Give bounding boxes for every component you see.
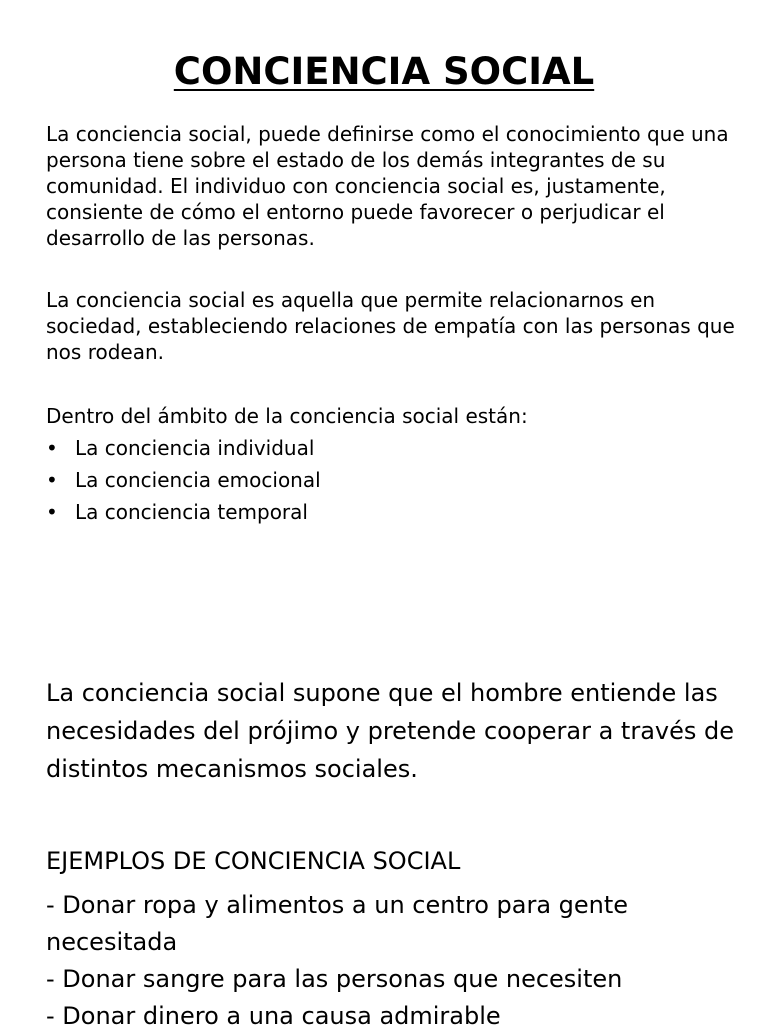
bullet-icon: • [46,468,58,492]
example-item: - Donar sangre para las personas que necesiten [46,965,623,993]
list-item-label: La conciencia individual [75,436,315,460]
list-item [46,496,321,528]
list-item-label: La conciencia temporal [75,500,308,524]
list-item-label: La conciencia emocional [75,468,321,492]
empathy-paragraph: La conciencia social es aquella que permite relacionarnos en sociedad, estableciendo relaciones de empatía con las personas que nos rodean. [46,288,735,364]
list-item [46,464,321,496]
bullet-icon: • [46,436,58,460]
examples-heading: EJEMPLOS DE CONCIENCIA SOCIAL [46,847,461,875]
examples-list [46,887,746,1035]
statement-paragraph: La conciencia social supone que el hombre entiende las necesidades del prójimo y pretende cooperar a través de distintos mecanismos sociales. [46,679,735,783]
consciousness-list [46,432,321,528]
page-title-text: CONCIENCIA SOCIAL [173,50,595,93]
bullet-icon: • [46,500,58,524]
slide-2 [0,576,768,1030]
page-title [0,50,768,94]
example-item: - Donar ropa y alimentos a un centro para gente necesitada [46,891,629,956]
list-intro: Dentro del ámbito de la conciencia social están: [46,404,528,428]
definition-paragraph: La conciencia social, puede definirse como el conocimiento que una persona tiene sobre el estado de los demás integrantes de su comunidad. El individuo con conciencia social es, justamente, consiente de cómo el entorno puede favorecer o perjudicar el desarrollo de las personas. [46,122,729,250]
list-item [46,432,321,464]
example-item: - Donar dinero a una causa admirable [46,1002,501,1030]
